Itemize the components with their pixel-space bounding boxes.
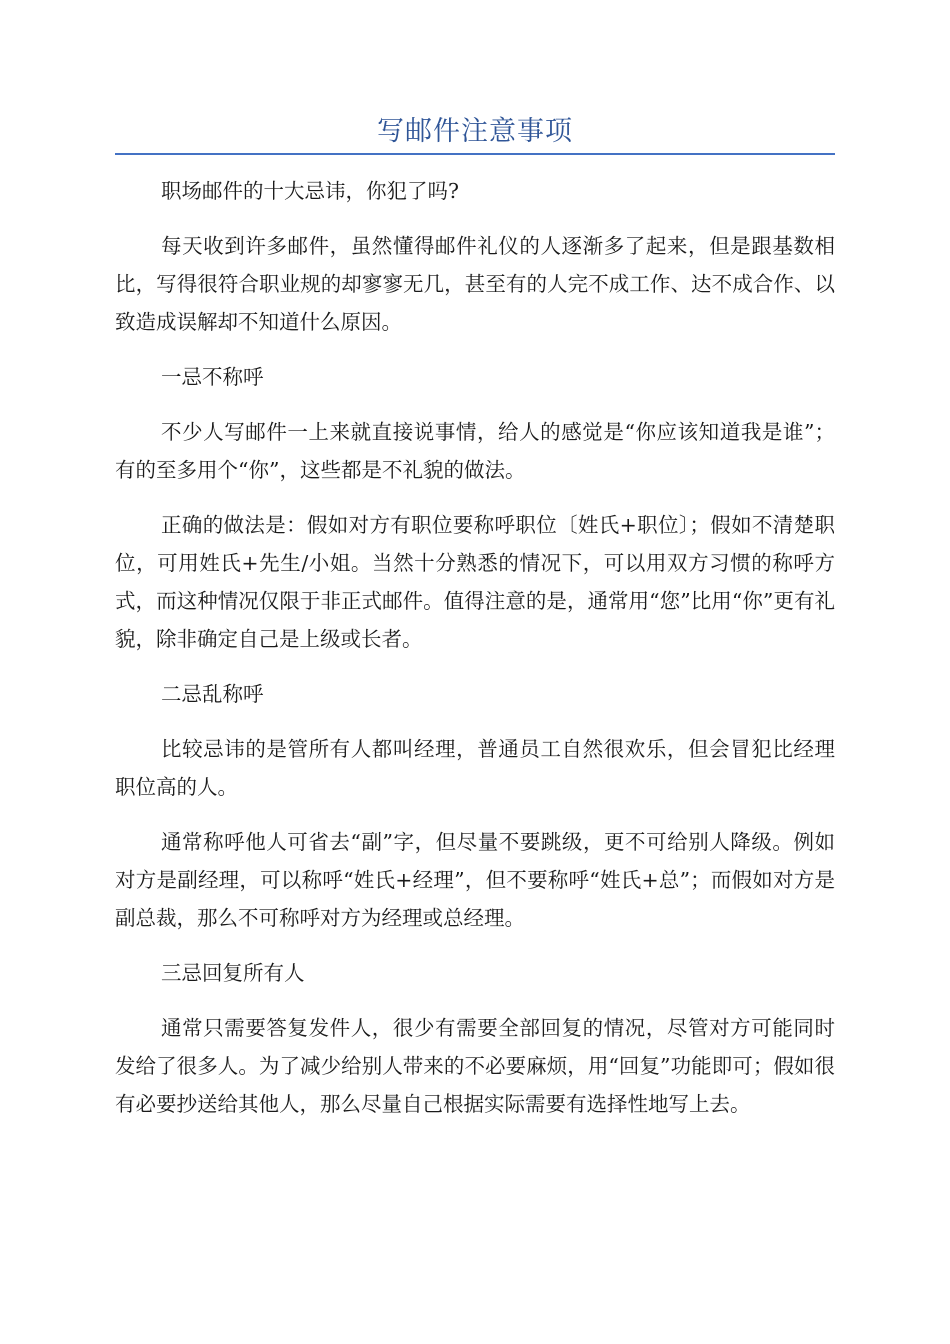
title-divider — [115, 153, 835, 155]
section-heading-2: 二忌乱称呼 — [161, 682, 264, 706]
section-heading-1: 一忌不称呼 — [161, 365, 264, 389]
section-heading-3: 三忌回复所有人 — [161, 961, 305, 985]
section-1-paragraph-1: 不少人写邮件一上来就直接说事情，给人的感觉是“你应该知道我是谁”；有的至多用个“你”，这些都是不礼貌的做法。 — [115, 420, 835, 482]
section-2-paragraph-1: 比较忌讳的是管所有人都叫经理，普通员工自然很欢乐，但会冒犯比经理职位高的人。 — [115, 737, 835, 799]
document-body — [115, 172, 835, 1140]
page-title: 写邮件注意事项 — [377, 116, 573, 147]
intro-paragraph: 每天收到许多邮件，虽然懂得邮件礼仪的人逐渐多了起来，但是跟基数相比，写得很符合职业规的却寥寥无几，甚至有的人完不成工作、达不成合作、以致造成误解却不知道什么原因。 — [115, 234, 835, 334]
section-3-paragraph-1: 通常只需要答复发件人，很少有需要全部回复的情况，尽管对方可能同时发给了很多人。为了减少给别人带来的不必要麻烦，用“回复”功能即可；假如很有必要抄送给其他人，那么尽量自己根据实际需要有选择性地写上去。 — [115, 1016, 835, 1116]
intro-question: 职场邮件的十大忌讳，你犯了吗? — [161, 179, 459, 203]
section-1-paragraph-2: 正确的做法是：假如对方有职位要称呼职位〔姓氏+职位〕；假如不清楚职位，可用姓氏+先生/小姐。当然十分熟悉的情况下，可以用双方习惯的称呼方式，而这种情况仅限于非正式邮件。值得注意的是，通常用“您”比用“你”更有礼貌，除非确定自己是上级或长者。 — [115, 513, 835, 651]
section-2-paragraph-2: 通常称呼他人可省去“副”字，但尽量不要跳级，更不可给别人降级。例如对方是副经理，可以称呼“姓氏+经理”，但不要称呼“姓氏+总”；而假如对方是副总裁，那么不可称呼对方为经理或总经理。 — [115, 830, 835, 930]
